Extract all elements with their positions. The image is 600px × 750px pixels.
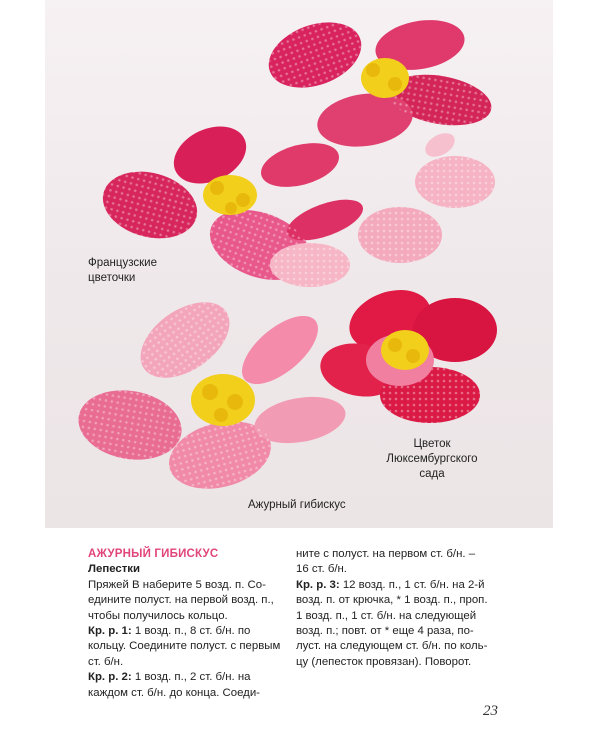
text-line: чтобы получилось кольцо. (88, 609, 228, 622)
text-line: возд. п. от крючка, * 1 возд. п., проп. (296, 594, 488, 607)
row-3-label: Кр. р. 3: (296, 578, 340, 591)
row-2-instruction (88, 670, 286, 685)
caption-line: Французские (88, 257, 157, 269)
caption-line: цветочки (88, 272, 136, 284)
caption-line: Цветок (413, 438, 451, 450)
instructions-left-column (88, 547, 286, 701)
row-3-instruction (296, 578, 501, 593)
text-line: 16 ст. б/н. (296, 563, 347, 576)
section-subheading: Лепестки (88, 563, 141, 576)
caption-line: сада (419, 468, 445, 480)
text-line: едините полуст. на первой возд. п., (88, 594, 274, 607)
text-line: каждом ст. б/н. до конца. Соеди- (88, 686, 260, 699)
text-line: 12 возд. п., 1 ст. б/н. на 2-й (339, 578, 485, 591)
row-1-label: Кр. р. 1: (88, 625, 132, 638)
caption-luxembourg-flower (362, 437, 502, 482)
top-magenta-flower (260, 10, 496, 152)
section-heading: АЖУРНЫЙ ГИБИСКУС (88, 548, 219, 560)
text-line: 1 возд. п., 8 ст. б/н. по (131, 625, 251, 638)
text-line: ните с полуст. на первом ст. б/н. – (296, 548, 476, 560)
text-line: кольцу. Соедините полуст. с первым (88, 640, 281, 653)
text-line: Пряжей В наберите 5 возд. п. Со- (88, 578, 266, 591)
text-line: 1 возд. п., 2 ст. б/н. на (131, 671, 251, 684)
luxembourg-flower (316, 279, 497, 423)
row-2-label: Кр. р. 2: (88, 671, 132, 684)
ajur-hibiscus-flower (73, 287, 349, 500)
page-number: 23 (483, 703, 498, 719)
text-line: цу (лепесток провязан). Поворот. (296, 655, 472, 668)
caption-french-flowers (88, 256, 157, 286)
caption-line: Люксембургского (386, 453, 478, 465)
text-line: луст. на следующем ст. б/н. по коль- (296, 640, 488, 653)
instructions-right-column (296, 547, 501, 670)
text-line: 1 возд. п., 1 ст. б/н. на следующей (296, 609, 477, 622)
text-line: возд. п.; повт. от * еще 4 раза, по- (296, 625, 474, 638)
text-line: ст. б/н. (88, 655, 124, 668)
caption-ajur-hibiscus: Ажурный гибискус (248, 499, 346, 511)
row-1-instruction (88, 624, 286, 639)
